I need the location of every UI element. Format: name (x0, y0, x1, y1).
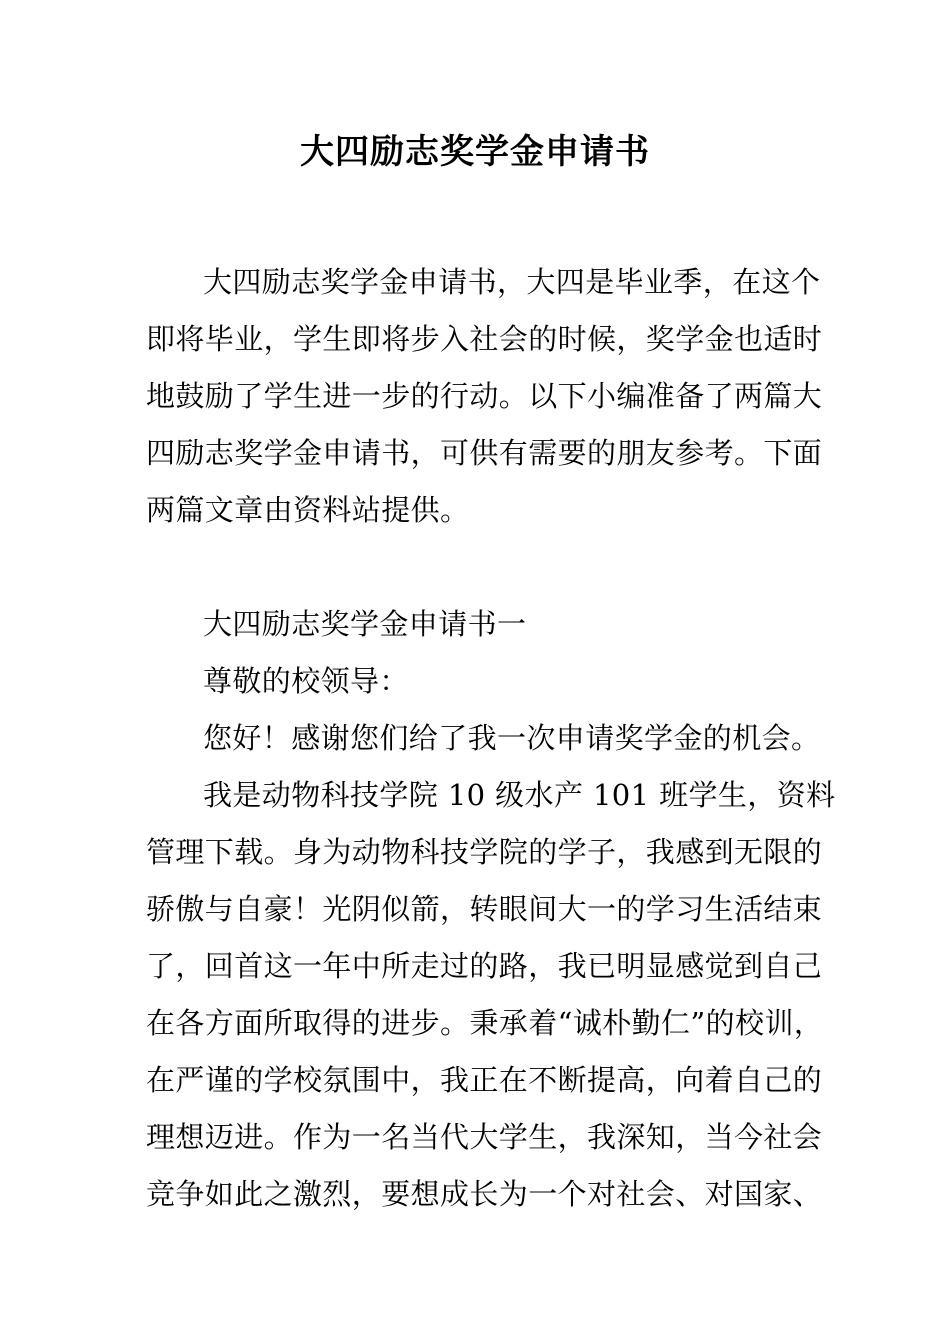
body-line-2: 管理下载。身为动物科技学院的学子，我感到无限的 (146, 835, 823, 869)
body-line-5: 在各方面所取得的进步。秉承着“诚朴勤仁”的校训， (146, 1006, 824, 1040)
intro-line-4: 四励志奖学金申请书，可供有需要的朋友参考。下面 (146, 436, 823, 470)
body-line-4: 了，回首这一年中所走过的路，我已明显感觉到自己 (146, 949, 823, 983)
body-line-7: 理想迈进。作为一名当代大学生，我深知，当今社会 (146, 1120, 823, 1154)
intro-line-5: 两篇文章由资料站提供。 (146, 493, 470, 527)
body-line-8: 竞争如此之激烈，要想成长为一个对社会、对国家、 (146, 1177, 823, 1211)
intro-line-2: 即将毕业，学生即将步入社会的时候，奖学金也适时 (146, 322, 823, 356)
document-title: 大四励志奖学金申请书 (300, 132, 650, 172)
intro-line-1: 大四励志奖学金申请书，大四是毕业季，在这个 (203, 265, 821, 299)
salutation: 尊敬的校领导： (203, 664, 409, 698)
body-line-6: 在严谨的学校氛围中，我正在不断提高，向着自己的 (146, 1063, 823, 1097)
section-heading: 大四励志奖学金申请书一 (203, 607, 527, 641)
body-line-1: 我是动物科技学院 10 级水产 101 班学生，资料 (203, 778, 836, 812)
body-line-3: 骄傲与自豪！光阴似箭，转眼间大一的学习生活结束 (146, 892, 823, 926)
greeting: 您好！感谢您们给了我一次申请奖学金的机会。 (203, 721, 821, 755)
intro-line-3: 地鼓励了学生进一步的行动。以下小编准备了两篇大 (146, 379, 823, 413)
